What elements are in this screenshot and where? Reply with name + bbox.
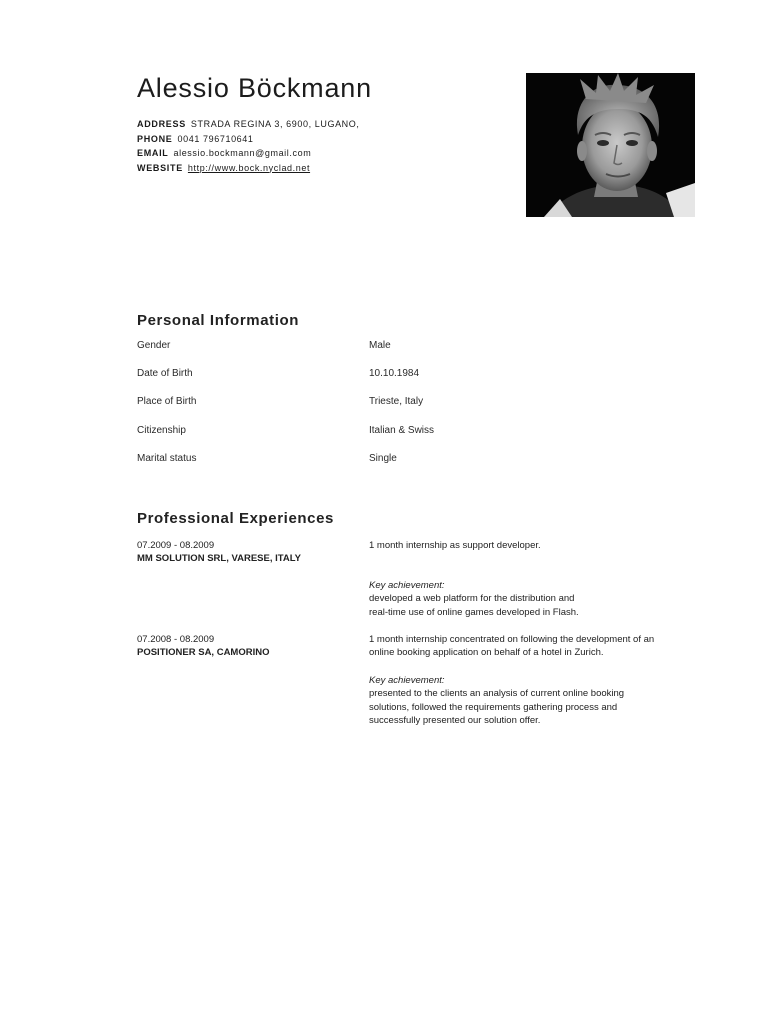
info-value-marital-status: Single [369,453,397,464]
contact-address [137,117,359,132]
contact-label: PHONE [137,133,173,144]
personal-information-heading: Personal Information [137,312,300,329]
contact-value: alessio.bockmann@gmail.com [173,148,312,158]
experience-description [369,633,699,660]
experience-dates: 07.2009 - 08.2009 [137,540,215,551]
candidate-name: Alessio Böckmann [137,73,372,103]
contact-value: STRADA REGINA 3, 6900, LUGANO, [190,119,360,129]
info-label-marital-status: Marital status [137,453,197,464]
contact-label: ADDRESS [137,119,186,129]
experience-description [369,539,699,552]
contact-phone [137,132,359,147]
achievement-label: Key achievement: [369,580,445,591]
contact-label: EMAIL [137,148,169,158]
profile-photo [526,73,695,217]
achievement-line: developed a web platform for the distribution and [369,593,575,605]
achievement-line: real-time use of online games developed in Flash. [369,606,579,618]
experience-company: MM SOLUTION SRL, VARESE, ITALY [137,553,301,564]
experience-achievement [369,579,699,619]
experience-role-line: 1 month internship concentrated on following the development of an [369,634,655,645]
experience-period [137,539,301,565]
achievement-line: presented to the clients an analysis of current online booking [369,688,625,700]
info-value-gender: Male [369,340,391,351]
info-label-date-of-birth: Date of Birth [137,368,193,379]
contact-website [137,161,359,176]
experience-dates: 07.2008 - 08.2009 [137,634,215,645]
achievement-line: successfully presented our solution offer. [369,715,541,727]
contact-block [137,117,359,175]
info-value-date-of-birth: 10.10.1984 [369,368,420,379]
experience-company: POSITIONER SA, CAMORINO [137,647,270,658]
info-label-gender: Gender [137,340,171,351]
achievement-line: solutions, followed the requirements gathering process and [369,701,618,713]
info-label-place-of-birth: Place of Birth [137,396,197,407]
contact-email [137,146,359,161]
achievement-label: Key achievement: [369,675,445,686]
experience-achievement [369,674,699,728]
experience-period [137,633,269,659]
info-value-place-of-birth: Trieste, Italy [369,396,424,407]
info-value-citizenship: Italian & Swiss [369,425,435,436]
contact-value: 0041 796710641 [177,133,254,144]
info-label-citizenship: Citizenship [137,425,186,436]
website-link[interactable]: http://www.bock.nyclad.net [187,162,311,173]
portrait-image [526,73,695,217]
experience-role: 1 month internship as support developer. [369,540,541,551]
professional-experiences-heading: Professional Experiences [137,510,334,527]
experience-role-line: online booking application on behalf of a hotel in Zurich. [369,647,604,659]
contact-label: WEBSITE [137,162,183,173]
